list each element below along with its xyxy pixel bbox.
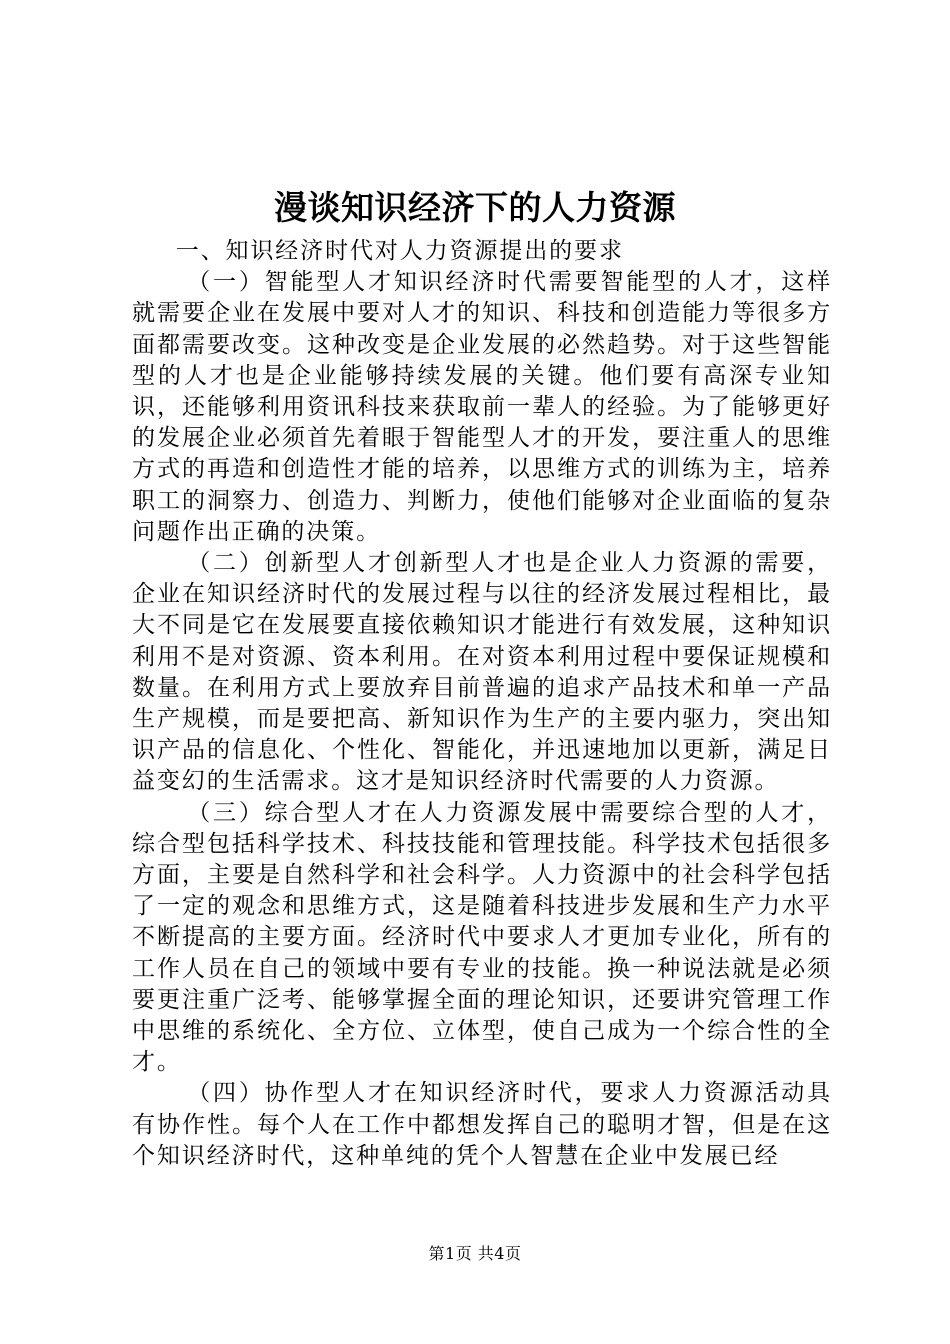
paragraph-collaborative-talent: （四）协作型人才在知识经济时代，要求人力资源活动具有协作性。每个人在工作中都想发挥自己的聪明才智，但是在这个知识经济时代，这种单纯的凭个人智慧在企业中发展已经 <box>132 1080 832 1169</box>
document-title: 漫谈知识经济下的人力资源 <box>274 188 676 227</box>
page-number-footer: 第1页 共4页 <box>428 1244 522 1263</box>
paragraph-intelligent-talent: （一）智能型人才知识经济时代需要智能型的人才，这样就需要企业在发展中要对人才的知识、科技和创造能力等很多方面都需要改变。这种改变是企业发展的必然趋势。对于这些智能型的人才也是企业能够持续发展的关键。他们要有高深专业知识，还能够利用资讯科技来获取前一辈人的经验。为了能够更好的发展企业必须首先着眼于智能型人才的开发，要注重人的思维方式的再造和创造性才能的培养，以思维方式的训练为主，培养职工的洞察力、创造力、判断力，使他们能够对企业面临的复杂问题作出正确的决策。 <box>132 269 832 545</box>
paragraph-innovative-talent: （二）创新型人才创新型人才也是企业人力资源的需要，企业在知识经济时代的发展过程与以往的经济发展过程相比，最大不同是它在发展要直接依赖知识才能进行有效发展，这种知识利用不是对资源、资本利用。在对资本利用过程中要保证规模和数量。在利用方式上要放弃目前普遍的追求产品技术和单一产品生产规模，而是要把高、新知识作为生产的主要内驱力，突出知识产品的信息化、个性化、智能化，并迅速地加以更新，满足日益变幻的生活需求。这才是知识经济时代需要的人力资源。 <box>132 550 832 795</box>
document-body <box>132 236 832 1172</box>
section-heading: 一、知识经济时代对人力资源提出的要求 <box>175 238 624 264</box>
paragraph-comprehensive-talent: （三）综合型人才在人力资源发展中需要综合型的人才，综合型包括科学技术、科技技能和管理技能。科学技术包括很多方面，主要是自然科学和社会科学。人力资源中的社会科学包括了一定的观念和思维方式，这是随着科技进步发展和生产力水平不断提高的主要方面。经济时代中要求人才更加专业化，所有的工作人员在自己的领域中要有专业的技能。换一种说法就是必须要更注重广泛考、能够掌握全面的理论知识，还要讲究管理工作中思维的系统化、全方位、立体型，使自己成为一个综合性的全才。 <box>132 799 832 1076</box>
